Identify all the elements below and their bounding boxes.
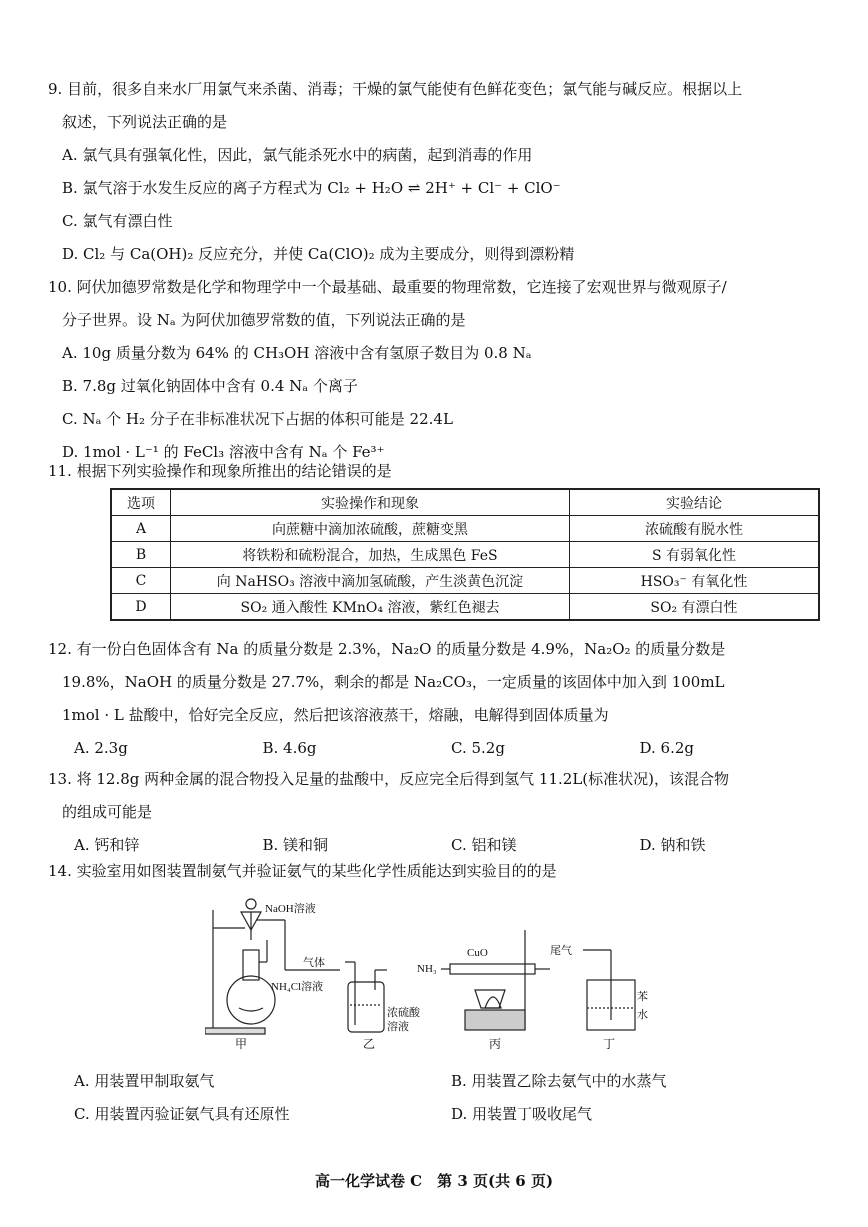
table-cell: 向蔗糖中滴加浓硫酸，蔗糖变黑 bbox=[171, 516, 570, 542]
question-10 bbox=[48, 272, 828, 470]
question-9 bbox=[48, 74, 828, 272]
table-cell: 向 NaHSO₃ 溶液中滴加氢硫酸，产生淡黄色沉淀 bbox=[171, 568, 570, 594]
page-footer: 高一化学试卷 C 第 3 页(共 6 页) bbox=[314, 1172, 554, 1190]
table-cell: HSO₃⁻ 有氧化性 bbox=[570, 568, 820, 594]
q14-option-b: B. 用装置乙除去氨气中的水蒸气 bbox=[451, 1072, 667, 1090]
q12-stem-line2: 19.8%，NaOH 的质量分数是 27.7%，剩余的都是 Na₂CO₃，一定质量的该固体中加入到 100mL bbox=[62, 673, 725, 691]
q12-option-b: B. 4.6g bbox=[262, 739, 317, 757]
table-cell: SO₂ 有漂白性 bbox=[570, 594, 820, 621]
table-cell: D bbox=[111, 594, 171, 621]
apparatus-bing bbox=[441, 930, 550, 1030]
q11-table bbox=[110, 488, 820, 621]
q9-stem-line1: 9. 目前，很多自来水厂用氯气来杀菌、消毒；干燥的氯气能使有色鲜花变色；氯气能与碱反应。根据以上 bbox=[48, 80, 743, 98]
q12-stem-line3: 1mol · L 盐酸中，恰好完全反应，然后把该溶液蒸干，熔融，电解得到固体质量为 bbox=[62, 706, 609, 724]
label-h2so4-2: 溶液 bbox=[387, 1021, 409, 1033]
q14-option-a: A. 用装置甲制取氨气 bbox=[74, 1072, 215, 1090]
q10-stem-line2: 分子世界。设 Nₐ 为阿伏加德罗常数的值，下列说法正确的是 bbox=[62, 311, 466, 329]
table-cell: B bbox=[111, 542, 171, 568]
apparatus-ding bbox=[583, 950, 635, 1030]
label-nh3: NH₃ bbox=[417, 963, 437, 975]
q11-stem: 11. 根据下列实验操作和现象所推出的结论错误的是 bbox=[48, 462, 392, 480]
table-header: 实验结论 bbox=[570, 489, 820, 516]
q12-option-c: C. 5.2g bbox=[451, 739, 505, 757]
table-row bbox=[111, 542, 819, 568]
table-cell: A bbox=[111, 516, 171, 542]
label-nh4cl: NH₄Cl溶液 bbox=[271, 981, 324, 993]
q12-option-a: A. 2.3g bbox=[74, 739, 128, 757]
table-header-row bbox=[111, 489, 819, 516]
label-jia: 甲 bbox=[235, 1037, 248, 1051]
q13-option-d: D. 钠和铁 bbox=[639, 836, 706, 854]
apparatus-figure bbox=[205, 890, 660, 1052]
q10-stem-line1: 10. 阿伏加德罗常数是化学和物理学中一个最基础、最重要的物理常数，它连接了宏观世界与微观原子/ bbox=[48, 278, 727, 296]
q12-stem-line1: 12. 有一份白色固体含有 Na 的质量分数是 2.3%，Na₂O 的质量分数是 4.9%，Na₂O₂ 的质量分数是 bbox=[48, 640, 726, 658]
question-12 bbox=[48, 634, 828, 766]
table-cell: 浓硫酸有脱水性 bbox=[570, 516, 820, 542]
table-cell: 将铁粉和硫粉混合，加热，生成黑色 FeS bbox=[171, 542, 570, 568]
table-cell: C bbox=[111, 568, 171, 594]
label-benzene: 苯 bbox=[637, 991, 648, 1003]
q9-option-b: B. 氯气溶于水发生反应的离子方程式为 Cl₂ + H₂O ⇌ 2H⁺ + Cl⁻ + ClO⁻ bbox=[62, 179, 561, 197]
label-tail: 尾气 bbox=[550, 945, 572, 957]
q14-options-row1 bbox=[48, 1066, 828, 1099]
q14-option-d: D. 用装置丁吸收尾气 bbox=[451, 1105, 593, 1123]
q12-options bbox=[48, 733, 828, 766]
label-yi: 乙 bbox=[363, 1037, 376, 1051]
label-gas: 气体 bbox=[303, 957, 325, 969]
q9-option-d: D. Cl₂ 与 Ca(OH)₂ 反应充分，并使 Ca(ClO)₂ 成为主要成分，则得到漂粉精 bbox=[62, 245, 575, 263]
table-row bbox=[111, 568, 819, 594]
apparatus-yi bbox=[345, 962, 387, 1032]
q14-option-c: C. 用装置丙验证氨气具有还原性 bbox=[74, 1105, 290, 1123]
q14-options-row2 bbox=[48, 1099, 828, 1132]
q9-stem-line2: 叙述，下列说法正确的是 bbox=[62, 113, 228, 131]
label-water: 水 bbox=[637, 1009, 648, 1021]
table-cell: S 有弱氧化性 bbox=[570, 542, 820, 568]
table-row bbox=[111, 516, 819, 542]
q10-option-c: C. Nₐ 个 H₂ 分子在非标准状况下占据的体积可能是 22.4L bbox=[62, 410, 453, 428]
label-ding: 丁 bbox=[603, 1037, 616, 1051]
q9-option-a: A. 氯气具有强氧化性，因此，氯气能杀死水中的病菌，起到消毒的作用 bbox=[62, 146, 533, 164]
table-header: 实验操作和现象 bbox=[171, 489, 570, 516]
question-11 bbox=[48, 456, 828, 489]
q13-option-a: A. 钙和锌 bbox=[74, 836, 140, 854]
q13-stem-line1: 13. 将 12.8g 两种金属的混合物投入足量的盐酸中，反应完全后得到氢气 11.2L(标准状况)，该混合物 bbox=[48, 770, 729, 788]
table-row bbox=[111, 594, 819, 621]
q14-stem: 14. 实验室用如图装置制氨气并验证氨气的某些化学性质能达到实验目的的是 bbox=[48, 862, 557, 880]
label-naoh: NaOH溶液 bbox=[265, 903, 316, 915]
question-13 bbox=[48, 764, 828, 863]
label-cuo: CuO bbox=[467, 947, 488, 959]
q13-option-c: C. 铝和镁 bbox=[451, 836, 517, 854]
q13-stem-line2: 的组成可能是 bbox=[62, 803, 153, 821]
q14-options bbox=[48, 1066, 828, 1132]
table-cell: SO₂ 通入酸性 KMnO₄ 溶液，紫红色褪去 bbox=[171, 594, 570, 621]
label-bing: 丙 bbox=[489, 1037, 502, 1051]
q10-option-a: A. 10g 质量分数为 64% 的 CH₃OH 溶液中含有氢原子数目为 0.8 Nₐ bbox=[62, 344, 532, 362]
q10-option-b: B. 7.8g 过氧化钠固体中含有 0.4 Nₐ 个离子 bbox=[62, 377, 358, 395]
q10-option-d: D. 1mol · L⁻¹ 的 FeCl₃ 溶液中含有 Nₐ 个 Fe³⁺ bbox=[62, 443, 385, 461]
question-14 bbox=[48, 856, 828, 889]
table-header: 选项 bbox=[111, 489, 171, 516]
q12-option-d: D. 6.2g bbox=[639, 739, 694, 757]
q13-option-b: B. 镁和铜 bbox=[262, 836, 329, 854]
label-h2so4-1: 浓硫酸 bbox=[387, 1007, 420, 1019]
q9-option-c: C. 氯气有漂白性 bbox=[62, 212, 173, 230]
